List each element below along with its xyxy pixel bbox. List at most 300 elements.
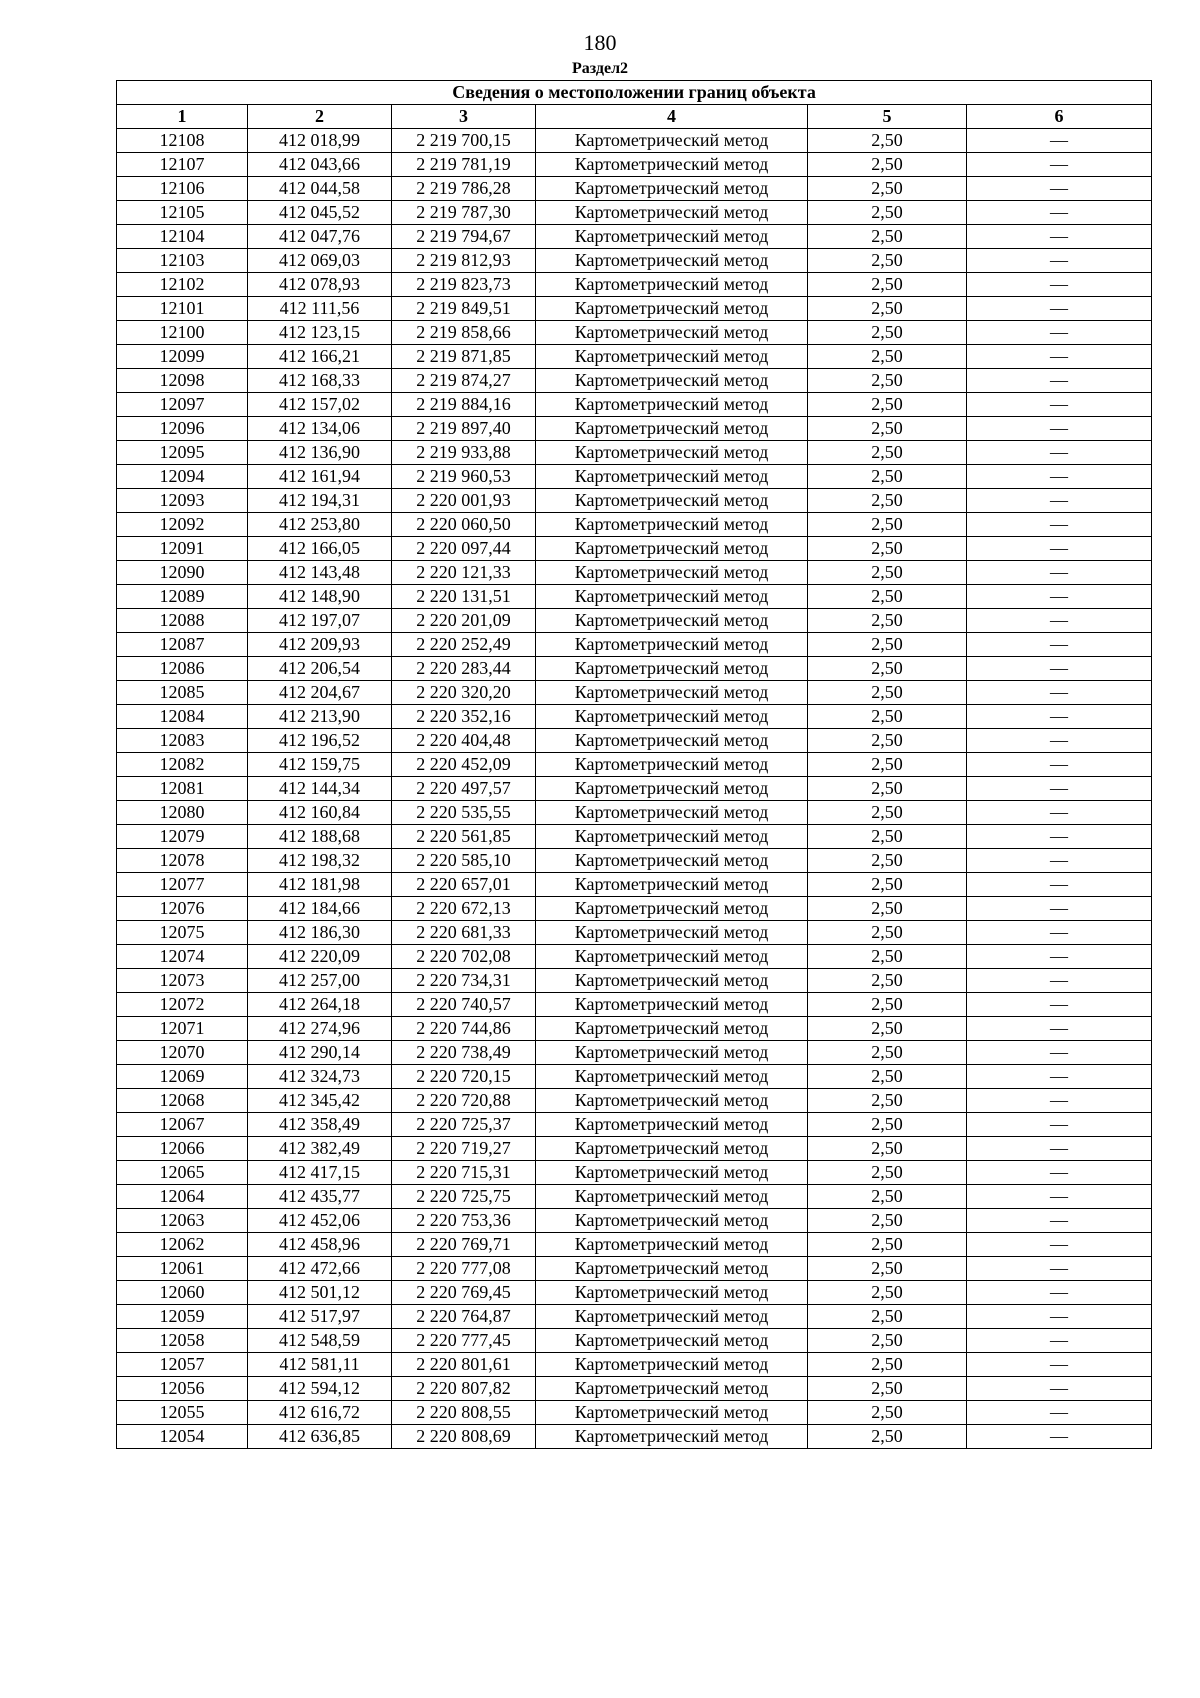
y-coordinate-cell: 2 219 700,15 — [392, 129, 536, 153]
y-coordinate-cell: 2 220 801,61 — [392, 1353, 536, 1377]
accuracy-cell: 2,50 — [808, 297, 967, 321]
accuracy-cell: 2,50 — [808, 1281, 967, 1305]
point-number-cell: 12100 — [117, 321, 248, 345]
y-coordinate-cell: 2 220 060,50 — [392, 513, 536, 537]
table-row — [117, 369, 1152, 393]
x-coordinate-cell: 412 264,18 — [248, 993, 392, 1017]
point-number-cell: 12072 — [117, 993, 248, 1017]
description-cell: — — [967, 921, 1152, 945]
table-row — [117, 513, 1152, 537]
description-cell: — — [967, 201, 1152, 225]
point-number-cell: 12059 — [117, 1305, 248, 1329]
point-number-cell: 12104 — [117, 225, 248, 249]
method-cell: Картометрический метод — [536, 1209, 808, 1233]
point-number-cell: 12096 — [117, 417, 248, 441]
x-coordinate-cell: 412 458,96 — [248, 1233, 392, 1257]
method-cell: Картометрический метод — [536, 1065, 808, 1089]
column-header-1: 1 — [117, 105, 248, 129]
y-coordinate-cell: 2 219 787,30 — [392, 201, 536, 225]
description-cell: — — [967, 993, 1152, 1017]
table-row — [117, 777, 1152, 801]
point-number-cell: 12057 — [117, 1353, 248, 1377]
method-cell: Картометрический метод — [536, 225, 808, 249]
method-cell: Картометрический метод — [536, 825, 808, 849]
description-cell: — — [967, 657, 1152, 681]
table-body — [117, 129, 1152, 1449]
accuracy-cell: 2,50 — [808, 393, 967, 417]
x-coordinate-cell: 412 018,99 — [248, 129, 392, 153]
method-cell: Картометрический метод — [536, 1017, 808, 1041]
accuracy-cell: 2,50 — [808, 465, 967, 489]
method-cell: Картометрический метод — [536, 1161, 808, 1185]
description-cell: — — [967, 1041, 1152, 1065]
x-coordinate-cell: 412 166,21 — [248, 345, 392, 369]
accuracy-cell: 2,50 — [808, 969, 967, 993]
description-cell: — — [967, 585, 1152, 609]
accuracy-cell: 2,50 — [808, 849, 967, 873]
method-cell: Картометрический метод — [536, 345, 808, 369]
method-cell: Картометрический метод — [536, 1281, 808, 1305]
x-coordinate-cell: 412 209,93 — [248, 633, 392, 657]
description-cell: — — [967, 681, 1152, 705]
y-coordinate-cell: 2 220 808,55 — [392, 1401, 536, 1425]
point-number-cell: 12091 — [117, 537, 248, 561]
x-coordinate-cell: 412 274,96 — [248, 1017, 392, 1041]
table-row — [117, 321, 1152, 345]
accuracy-cell: 2,50 — [808, 921, 967, 945]
table-row — [117, 345, 1152, 369]
description-cell: — — [967, 801, 1152, 825]
point-number-cell: 12092 — [117, 513, 248, 537]
table-row — [117, 273, 1152, 297]
method-cell: Картометрический метод — [536, 561, 808, 585]
y-coordinate-cell: 2 220 769,71 — [392, 1233, 536, 1257]
point-number-cell: 12054 — [117, 1425, 248, 1449]
description-cell: — — [967, 297, 1152, 321]
accuracy-cell: 2,50 — [808, 1233, 967, 1257]
point-number-cell: 12061 — [117, 1257, 248, 1281]
method-cell: Картометрический метод — [536, 129, 808, 153]
table-header-row — [117, 105, 1152, 129]
x-coordinate-cell: 412 636,85 — [248, 1425, 392, 1449]
method-cell: Картометрический метод — [536, 1329, 808, 1353]
description-cell: — — [967, 1089, 1152, 1113]
method-cell: Картометрический метод — [536, 1137, 808, 1161]
table-row — [117, 1329, 1152, 1353]
method-cell: Картометрический метод — [536, 393, 808, 417]
point-number-cell: 12097 — [117, 393, 248, 417]
method-cell: Картометрический метод — [536, 297, 808, 321]
method-cell: Картометрический метод — [536, 465, 808, 489]
description-cell: — — [967, 129, 1152, 153]
table-row — [117, 585, 1152, 609]
table-row — [117, 441, 1152, 465]
x-coordinate-cell: 412 382,49 — [248, 1137, 392, 1161]
table-row — [117, 1065, 1152, 1089]
y-coordinate-cell: 2 220 561,85 — [392, 825, 536, 849]
table-row — [117, 1041, 1152, 1065]
table-row — [117, 705, 1152, 729]
x-coordinate-cell: 412 198,32 — [248, 849, 392, 873]
table-row — [117, 417, 1152, 441]
description-cell: — — [967, 1017, 1152, 1041]
description-cell: — — [967, 417, 1152, 441]
accuracy-cell: 2,50 — [808, 321, 967, 345]
method-cell: Картометрический метод — [536, 1425, 808, 1449]
method-cell: Картометрический метод — [536, 897, 808, 921]
y-coordinate-cell: 2 219 781,19 — [392, 153, 536, 177]
description-cell: — — [967, 1065, 1152, 1089]
method-cell: Картометрический метод — [536, 441, 808, 465]
point-number-cell: 12064 — [117, 1185, 248, 1209]
accuracy-cell: 2,50 — [808, 1425, 967, 1449]
x-coordinate-cell: 412 345,42 — [248, 1089, 392, 1113]
accuracy-cell: 2,50 — [808, 249, 967, 273]
y-coordinate-cell: 2 219 812,93 — [392, 249, 536, 273]
description-cell: — — [967, 177, 1152, 201]
x-coordinate-cell: 412 417,15 — [248, 1161, 392, 1185]
point-number-cell: 12060 — [117, 1281, 248, 1305]
x-coordinate-cell: 412 196,52 — [248, 729, 392, 753]
section-title: Раздел2 — [571, 60, 629, 77]
point-number-cell: 12084 — [117, 705, 248, 729]
y-coordinate-cell: 2 220 740,57 — [392, 993, 536, 1017]
point-number-cell: 12076 — [117, 897, 248, 921]
table-row — [117, 993, 1152, 1017]
method-cell: Картометрический метод — [536, 993, 808, 1017]
y-coordinate-cell: 2 220 719,27 — [392, 1137, 536, 1161]
method-cell: Картометрический метод — [536, 777, 808, 801]
point-number-cell: 12063 — [117, 1209, 248, 1233]
x-coordinate-cell: 412 220,09 — [248, 945, 392, 969]
accuracy-cell: 2,50 — [808, 1137, 967, 1161]
accuracy-cell: 2,50 — [808, 1209, 967, 1233]
accuracy-cell: 2,50 — [808, 1161, 967, 1185]
point-number-cell: 12068 — [117, 1089, 248, 1113]
x-coordinate-cell: 412 324,73 — [248, 1065, 392, 1089]
table-row — [117, 825, 1152, 849]
point-number-cell: 12095 — [117, 441, 248, 465]
table-row — [117, 1425, 1152, 1449]
y-coordinate-cell: 2 220 702,08 — [392, 945, 536, 969]
y-coordinate-cell: 2 219 874,27 — [392, 369, 536, 393]
description-cell: — — [967, 873, 1152, 897]
table-row — [117, 681, 1152, 705]
description-cell: — — [967, 369, 1152, 393]
table-row — [117, 1353, 1152, 1377]
accuracy-cell: 2,50 — [808, 273, 967, 297]
point-number-cell: 12103 — [117, 249, 248, 273]
accuracy-cell: 2,50 — [808, 681, 967, 705]
x-coordinate-cell: 412 159,75 — [248, 753, 392, 777]
accuracy-cell: 2,50 — [808, 873, 967, 897]
method-cell: Картометрический метод — [536, 1257, 808, 1281]
column-header-5: 5 — [808, 105, 967, 129]
accuracy-cell: 2,50 — [808, 1017, 967, 1041]
table-row — [117, 1185, 1152, 1209]
table-row — [117, 249, 1152, 273]
y-coordinate-cell: 2 220 807,82 — [392, 1377, 536, 1401]
x-coordinate-cell: 412 452,06 — [248, 1209, 392, 1233]
table-row — [117, 297, 1152, 321]
accuracy-cell: 2,50 — [808, 729, 967, 753]
point-number-cell: 12071 — [117, 1017, 248, 1041]
description-cell: — — [967, 705, 1152, 729]
table-row — [117, 801, 1152, 825]
method-cell: Картометрический метод — [536, 1185, 808, 1209]
y-coordinate-cell: 2 219 858,66 — [392, 321, 536, 345]
point-number-cell: 12099 — [117, 345, 248, 369]
description-cell: — — [967, 777, 1152, 801]
point-number-cell: 12107 — [117, 153, 248, 177]
y-coordinate-cell: 2 220 320,20 — [392, 681, 536, 705]
method-cell: Картометрический метод — [536, 921, 808, 945]
accuracy-cell: 2,50 — [808, 369, 967, 393]
table-row — [117, 609, 1152, 633]
y-coordinate-cell: 2 219 871,85 — [392, 345, 536, 369]
method-cell: Картометрический метод — [536, 537, 808, 561]
x-coordinate-cell: 412 111,56 — [248, 297, 392, 321]
x-coordinate-cell: 412 181,98 — [248, 873, 392, 897]
x-coordinate-cell: 412 194,31 — [248, 489, 392, 513]
description-cell: — — [967, 1353, 1152, 1377]
method-cell: Картометрический метод — [536, 609, 808, 633]
accuracy-cell: 2,50 — [808, 609, 967, 633]
point-number-cell: 12074 — [117, 945, 248, 969]
x-coordinate-cell: 412 197,07 — [248, 609, 392, 633]
table-row — [117, 1209, 1152, 1233]
x-coordinate-cell: 412 045,52 — [248, 201, 392, 225]
y-coordinate-cell: 2 220 725,75 — [392, 1185, 536, 1209]
x-coordinate-cell: 412 213,90 — [248, 705, 392, 729]
method-cell: Картометрический метод — [536, 1377, 808, 1401]
point-number-cell: 12055 — [117, 1401, 248, 1425]
method-cell: Картометрический метод — [536, 489, 808, 513]
x-coordinate-cell: 412 160,84 — [248, 801, 392, 825]
point-number-cell: 12066 — [117, 1137, 248, 1161]
x-coordinate-cell: 412 206,54 — [248, 657, 392, 681]
description-cell: — — [967, 345, 1152, 369]
accuracy-cell: 2,50 — [808, 1401, 967, 1425]
x-coordinate-cell: 412 290,14 — [248, 1041, 392, 1065]
table-row — [117, 537, 1152, 561]
accuracy-cell: 2,50 — [808, 1305, 967, 1329]
coordinates-table — [116, 80, 1152, 1449]
table-row — [117, 489, 1152, 513]
point-number-cell: 12069 — [117, 1065, 248, 1089]
point-number-cell: 12106 — [117, 177, 248, 201]
table-row — [117, 225, 1152, 249]
x-coordinate-cell: 412 204,67 — [248, 681, 392, 705]
y-coordinate-cell: 2 219 960,53 — [392, 465, 536, 489]
accuracy-cell: 2,50 — [808, 1257, 967, 1281]
point-number-cell: 12086 — [117, 657, 248, 681]
point-number-cell: 12094 — [117, 465, 248, 489]
table-row — [117, 729, 1152, 753]
method-cell: Картометрический метод — [536, 801, 808, 825]
method-cell: Картометрический метод — [536, 273, 808, 297]
x-coordinate-cell: 412 517,97 — [248, 1305, 392, 1329]
description-cell: — — [967, 1209, 1152, 1233]
description-cell: — — [967, 729, 1152, 753]
table-row — [117, 1017, 1152, 1041]
method-cell: Картометрический метод — [536, 585, 808, 609]
method-cell: Картометрический метод — [536, 1089, 808, 1113]
column-header-3: 3 — [392, 105, 536, 129]
description-cell: — — [967, 1305, 1152, 1329]
point-number-cell: 12083 — [117, 729, 248, 753]
method-cell: Картометрический метод — [536, 681, 808, 705]
description-cell: — — [967, 225, 1152, 249]
accuracy-cell: 2,50 — [808, 1377, 967, 1401]
x-coordinate-cell: 412 257,00 — [248, 969, 392, 993]
method-cell: Картометрический метод — [536, 249, 808, 273]
y-coordinate-cell: 2 220 404,48 — [392, 729, 536, 753]
table-row — [117, 1257, 1152, 1281]
accuracy-cell: 2,50 — [808, 129, 967, 153]
method-cell: Картометрический метод — [536, 369, 808, 393]
table-row — [117, 177, 1152, 201]
x-coordinate-cell: 412 078,93 — [248, 273, 392, 297]
description-cell: — — [967, 273, 1152, 297]
x-coordinate-cell: 412 184,66 — [248, 897, 392, 921]
accuracy-cell: 2,50 — [808, 489, 967, 513]
y-coordinate-cell: 2 219 823,73 — [392, 273, 536, 297]
x-coordinate-cell: 412 069,03 — [248, 249, 392, 273]
y-coordinate-cell: 2 220 201,09 — [392, 609, 536, 633]
table-row — [117, 1113, 1152, 1137]
accuracy-cell: 2,50 — [808, 657, 967, 681]
method-cell: Картометрический метод — [536, 1113, 808, 1137]
table-row — [117, 1281, 1152, 1305]
method-cell: Картометрический метод — [536, 1041, 808, 1065]
description-cell: — — [967, 153, 1152, 177]
point-number-cell: 12081 — [117, 777, 248, 801]
accuracy-cell: 2,50 — [808, 441, 967, 465]
description-cell: — — [967, 1185, 1152, 1209]
accuracy-cell: 2,50 — [808, 1185, 967, 1209]
table-row — [117, 465, 1152, 489]
table-row — [117, 1377, 1152, 1401]
y-coordinate-cell: 2 220 452,09 — [392, 753, 536, 777]
y-coordinate-cell: 2 219 897,40 — [392, 417, 536, 441]
point-number-cell: 12075 — [117, 921, 248, 945]
table-row — [117, 873, 1152, 897]
accuracy-cell: 2,50 — [808, 417, 967, 441]
point-number-cell: 12062 — [117, 1233, 248, 1257]
accuracy-cell: 2,50 — [808, 345, 967, 369]
table-row — [117, 849, 1152, 873]
table-row — [117, 1089, 1152, 1113]
point-number-cell: 12058 — [117, 1329, 248, 1353]
description-cell: — — [967, 561, 1152, 585]
point-number-cell: 12087 — [117, 633, 248, 657]
accuracy-cell: 2,50 — [808, 537, 967, 561]
table-row — [117, 1305, 1152, 1329]
table-row — [117, 1401, 1152, 1425]
table-row — [117, 561, 1152, 585]
point-number-cell: 12088 — [117, 609, 248, 633]
method-cell: Картометрический метод — [536, 705, 808, 729]
x-coordinate-cell: 412 581,11 — [248, 1353, 392, 1377]
point-number-cell: 12093 — [117, 489, 248, 513]
y-coordinate-cell: 2 220 744,86 — [392, 1017, 536, 1041]
table-caption: Сведения о местоположении границ объекта — [117, 81, 1152, 105]
point-number-cell: 12102 — [117, 273, 248, 297]
accuracy-cell: 2,50 — [808, 945, 967, 969]
point-number-cell: 12065 — [117, 1161, 248, 1185]
column-header-6: 6 — [967, 105, 1152, 129]
x-coordinate-cell: 412 501,12 — [248, 1281, 392, 1305]
table-row — [117, 201, 1152, 225]
y-coordinate-cell: 2 220 001,93 — [392, 489, 536, 513]
accuracy-cell: 2,50 — [808, 201, 967, 225]
accuracy-cell: 2,50 — [808, 993, 967, 1017]
y-coordinate-cell: 2 220 283,44 — [392, 657, 536, 681]
accuracy-cell: 2,50 — [808, 1089, 967, 1113]
point-number-cell: 12079 — [117, 825, 248, 849]
accuracy-cell: 2,50 — [808, 585, 967, 609]
point-number-cell: 12090 — [117, 561, 248, 585]
table-row — [117, 1161, 1152, 1185]
x-coordinate-cell: 412 148,90 — [248, 585, 392, 609]
y-coordinate-cell: 2 220 252,49 — [392, 633, 536, 657]
y-coordinate-cell: 2 220 657,01 — [392, 873, 536, 897]
y-coordinate-cell: 2 220 738,49 — [392, 1041, 536, 1065]
description-cell: — — [967, 1161, 1152, 1185]
accuracy-cell: 2,50 — [808, 513, 967, 537]
description-cell: — — [967, 1137, 1152, 1161]
method-cell: Картометрический метод — [536, 153, 808, 177]
point-number-cell: 12105 — [117, 201, 248, 225]
accuracy-cell: 2,50 — [808, 753, 967, 777]
method-cell: Картометрический метод — [536, 873, 808, 897]
x-coordinate-cell: 412 134,06 — [248, 417, 392, 441]
accuracy-cell: 2,50 — [808, 1113, 967, 1137]
x-coordinate-cell: 412 358,49 — [248, 1113, 392, 1137]
description-cell: — — [967, 969, 1152, 993]
y-coordinate-cell: 2 220 131,51 — [392, 585, 536, 609]
description-cell: — — [967, 1281, 1152, 1305]
accuracy-cell: 2,50 — [808, 777, 967, 801]
page-number: 180 — [583, 30, 617, 55]
y-coordinate-cell: 2 220 672,13 — [392, 897, 536, 921]
y-coordinate-cell: 2 220 769,45 — [392, 1281, 536, 1305]
x-coordinate-cell: 412 166,05 — [248, 537, 392, 561]
x-coordinate-cell: 412 144,34 — [248, 777, 392, 801]
y-coordinate-cell: 2 220 121,33 — [392, 561, 536, 585]
accuracy-cell: 2,50 — [808, 561, 967, 585]
x-coordinate-cell: 412 157,02 — [248, 393, 392, 417]
table-row — [117, 1233, 1152, 1257]
table-row — [117, 393, 1152, 417]
method-cell: Картометрический метод — [536, 633, 808, 657]
table-row — [117, 633, 1152, 657]
table-row — [117, 945, 1152, 969]
column-header-2: 2 — [248, 105, 392, 129]
description-cell: — — [967, 321, 1152, 345]
description-cell: — — [967, 633, 1152, 657]
point-number-cell: 12082 — [117, 753, 248, 777]
accuracy-cell: 2,50 — [808, 633, 967, 657]
y-coordinate-cell: 2 220 753,36 — [392, 1209, 536, 1233]
description-cell: — — [967, 489, 1152, 513]
table-row — [117, 153, 1152, 177]
point-number-cell: 12070 — [117, 1041, 248, 1065]
x-coordinate-cell: 412 136,90 — [248, 441, 392, 465]
y-coordinate-cell: 2 220 720,15 — [392, 1065, 536, 1089]
method-cell: Картометрический метод — [536, 321, 808, 345]
